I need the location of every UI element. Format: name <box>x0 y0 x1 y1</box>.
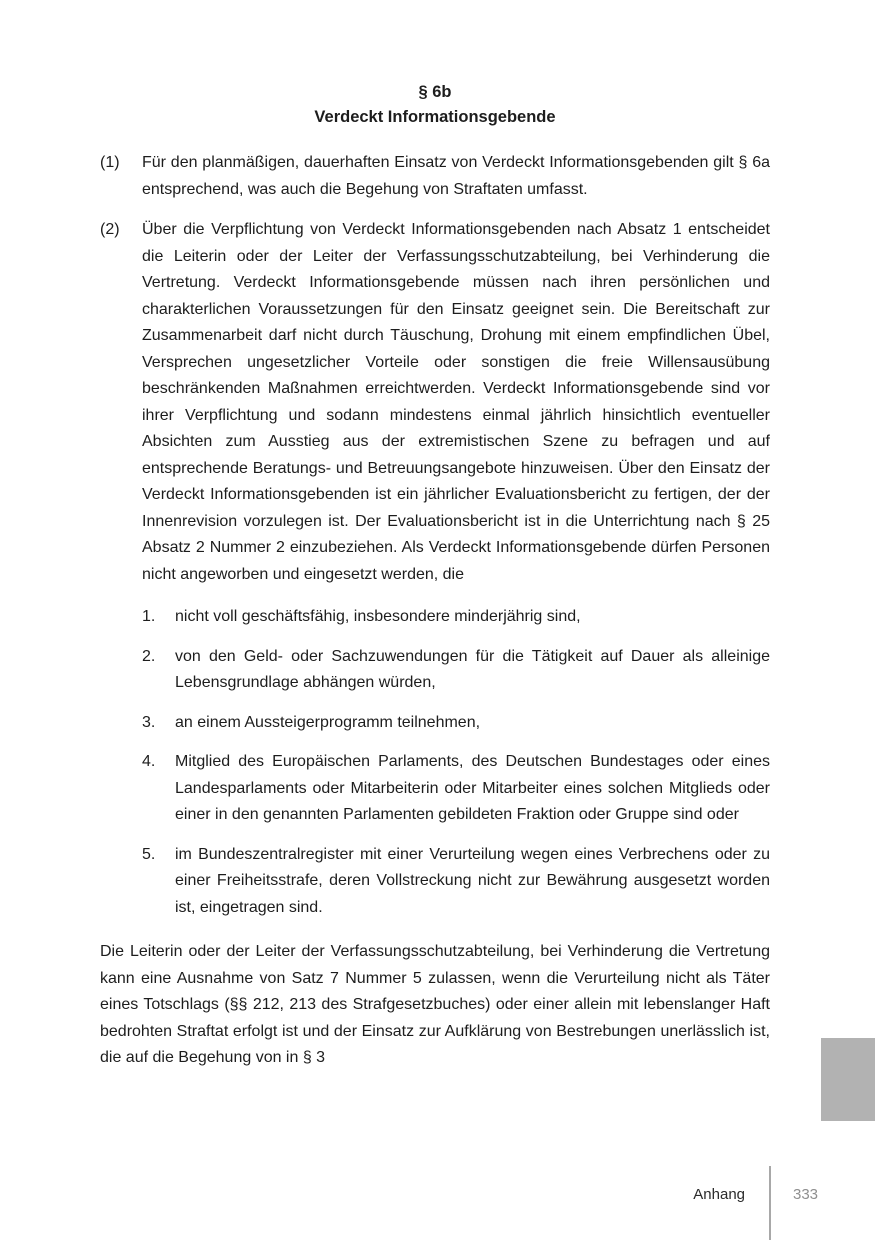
footer-divider <box>769 1166 771 1240</box>
paragraph-2 <box>100 217 770 588</box>
list-item-5-marker: 5. <box>142 845 156 863</box>
footer-label: Anhang <box>693 1186 745 1203</box>
list-item-1-marker: 1. <box>142 608 156 625</box>
list-item-4-text: Mitglied des Europäischen Parlaments, des Deutschen Bundestages oder eines Landesparlaments oder Mitarbeiterin oder Mitarbeiter eines solchen Mitglieds oder einer in den genannten Parlamenten gebildeten Fraktion oder Gruppe sind oder <box>175 753 770 823</box>
list-item-2-marker: 2. <box>142 647 156 665</box>
list-item <box>142 749 770 829</box>
paragraph-1 <box>100 150 770 203</box>
closing-paragraph: Die Leiterin oder der Leiter der Verfassungsschutzabteilung, bei Verhinderung die Vertretung kann eine Ausnahme von Satz 7 Nummer 5 zulassen, wenn die Verurteilung nicht als Täter eines Totschlags (§§ 212, 213 des Strafgesetzbuches) oder einer allein mit lebenslanger Haft bedrohten Straftat erfolgt ist und der Einsatz zur Aufklärung von Bestrebungen unerlässlich ist, die auf die Begehung von in § 3 <box>100 943 770 1066</box>
paragraph-2-marker: (2) <box>100 221 120 238</box>
section-side-tab <box>821 1038 875 1121</box>
numbered-list <box>142 604 770 921</box>
section-title: Verdeckt Informationsgebende <box>314 108 556 126</box>
list-item <box>142 604 770 631</box>
page-number: 333 <box>793 1186 819 1203</box>
paragraph-2-text: Über die Verpflichtung von Verdeckt Informationsgebenden nach Absatz 1 entscheidet die Leiterin oder der Leiter der Verfassungsschutzabteilung, bei Verhinderung die Vertretung. Verdeckt Informationsgebende müssen nach ihren persönlichen und charakterlichen Voraussetzungen für den Einsatz geeignet sein. Die Bereitschaft zur Zusammenarbeit darf nicht durch Täuschung, Drohung mit einem empfindlichen Übel, Versprechen ungesetzlicher Vorteile oder sonstigen die freie Willensausübung beschränkenden Maßnahmen erreichtwerden. Verdeckt Informationsgebende sind vor ihrer Verpflichtung und sodann mindestens einmal jährlich hinsichtlich eventueller Absichten zum Ausstieg aus der extremistischen Szene zu befragen und auf entsprechende Beratungs- und Betreuungsangebote hinzuweisen. Über den Einsatz der Verdeckt Informationsgebenden ist ein jährlicher Evaluationsbericht zu fertigen, der der Innenrevision vorzulegen ist. Der Evaluationsbericht ist in die Unterrichtung nach § 25 Absatz 2 Nummer 2 einzubeziehen. Als Verdeckt Informationsgebende dürfen Personen nicht angeworben und eingesetzt werden, die <box>142 221 770 583</box>
paragraph-1-text: Für den planmäßigen, dauerhaften Einsatz von Verdeckt Informationsgebenden gilt § 6a entsprechend, was auch die Begehung von Straftaten umfasst. <box>142 154 770 198</box>
list-item-4-marker: 4. <box>142 753 156 770</box>
page-content <box>100 80 770 1072</box>
list-item-1-text: nicht voll geschäftsfähig, insbesondere minderjährig sind, <box>175 608 581 625</box>
section-number: § 6b <box>418 83 452 101</box>
list-item <box>142 842 770 922</box>
list-item-3-text: an einem Aussteigerprogramm teilnehmen, <box>175 713 481 731</box>
section-heading <box>100 80 770 130</box>
list-item-5-text: im Bundeszentralregister mit einer Verurteilung wegen eines Verbrechens oder zu einer Freiheitsstrafe, deren Vollstreckung nicht zur Bewährung ausgesetzt worden ist, eingetragen sind. <box>175 845 770 916</box>
list-item-2-text: von den Geld- oder Sachzuwendungen für die Tätigkeit auf Dauer als alleinige Lebensgrundlage abhängen würden, <box>175 647 770 691</box>
list-item <box>142 644 770 697</box>
list-item <box>142 710 770 737</box>
list-item-3-marker: 3. <box>142 713 156 731</box>
paragraph-1-marker: (1) <box>100 154 120 171</box>
